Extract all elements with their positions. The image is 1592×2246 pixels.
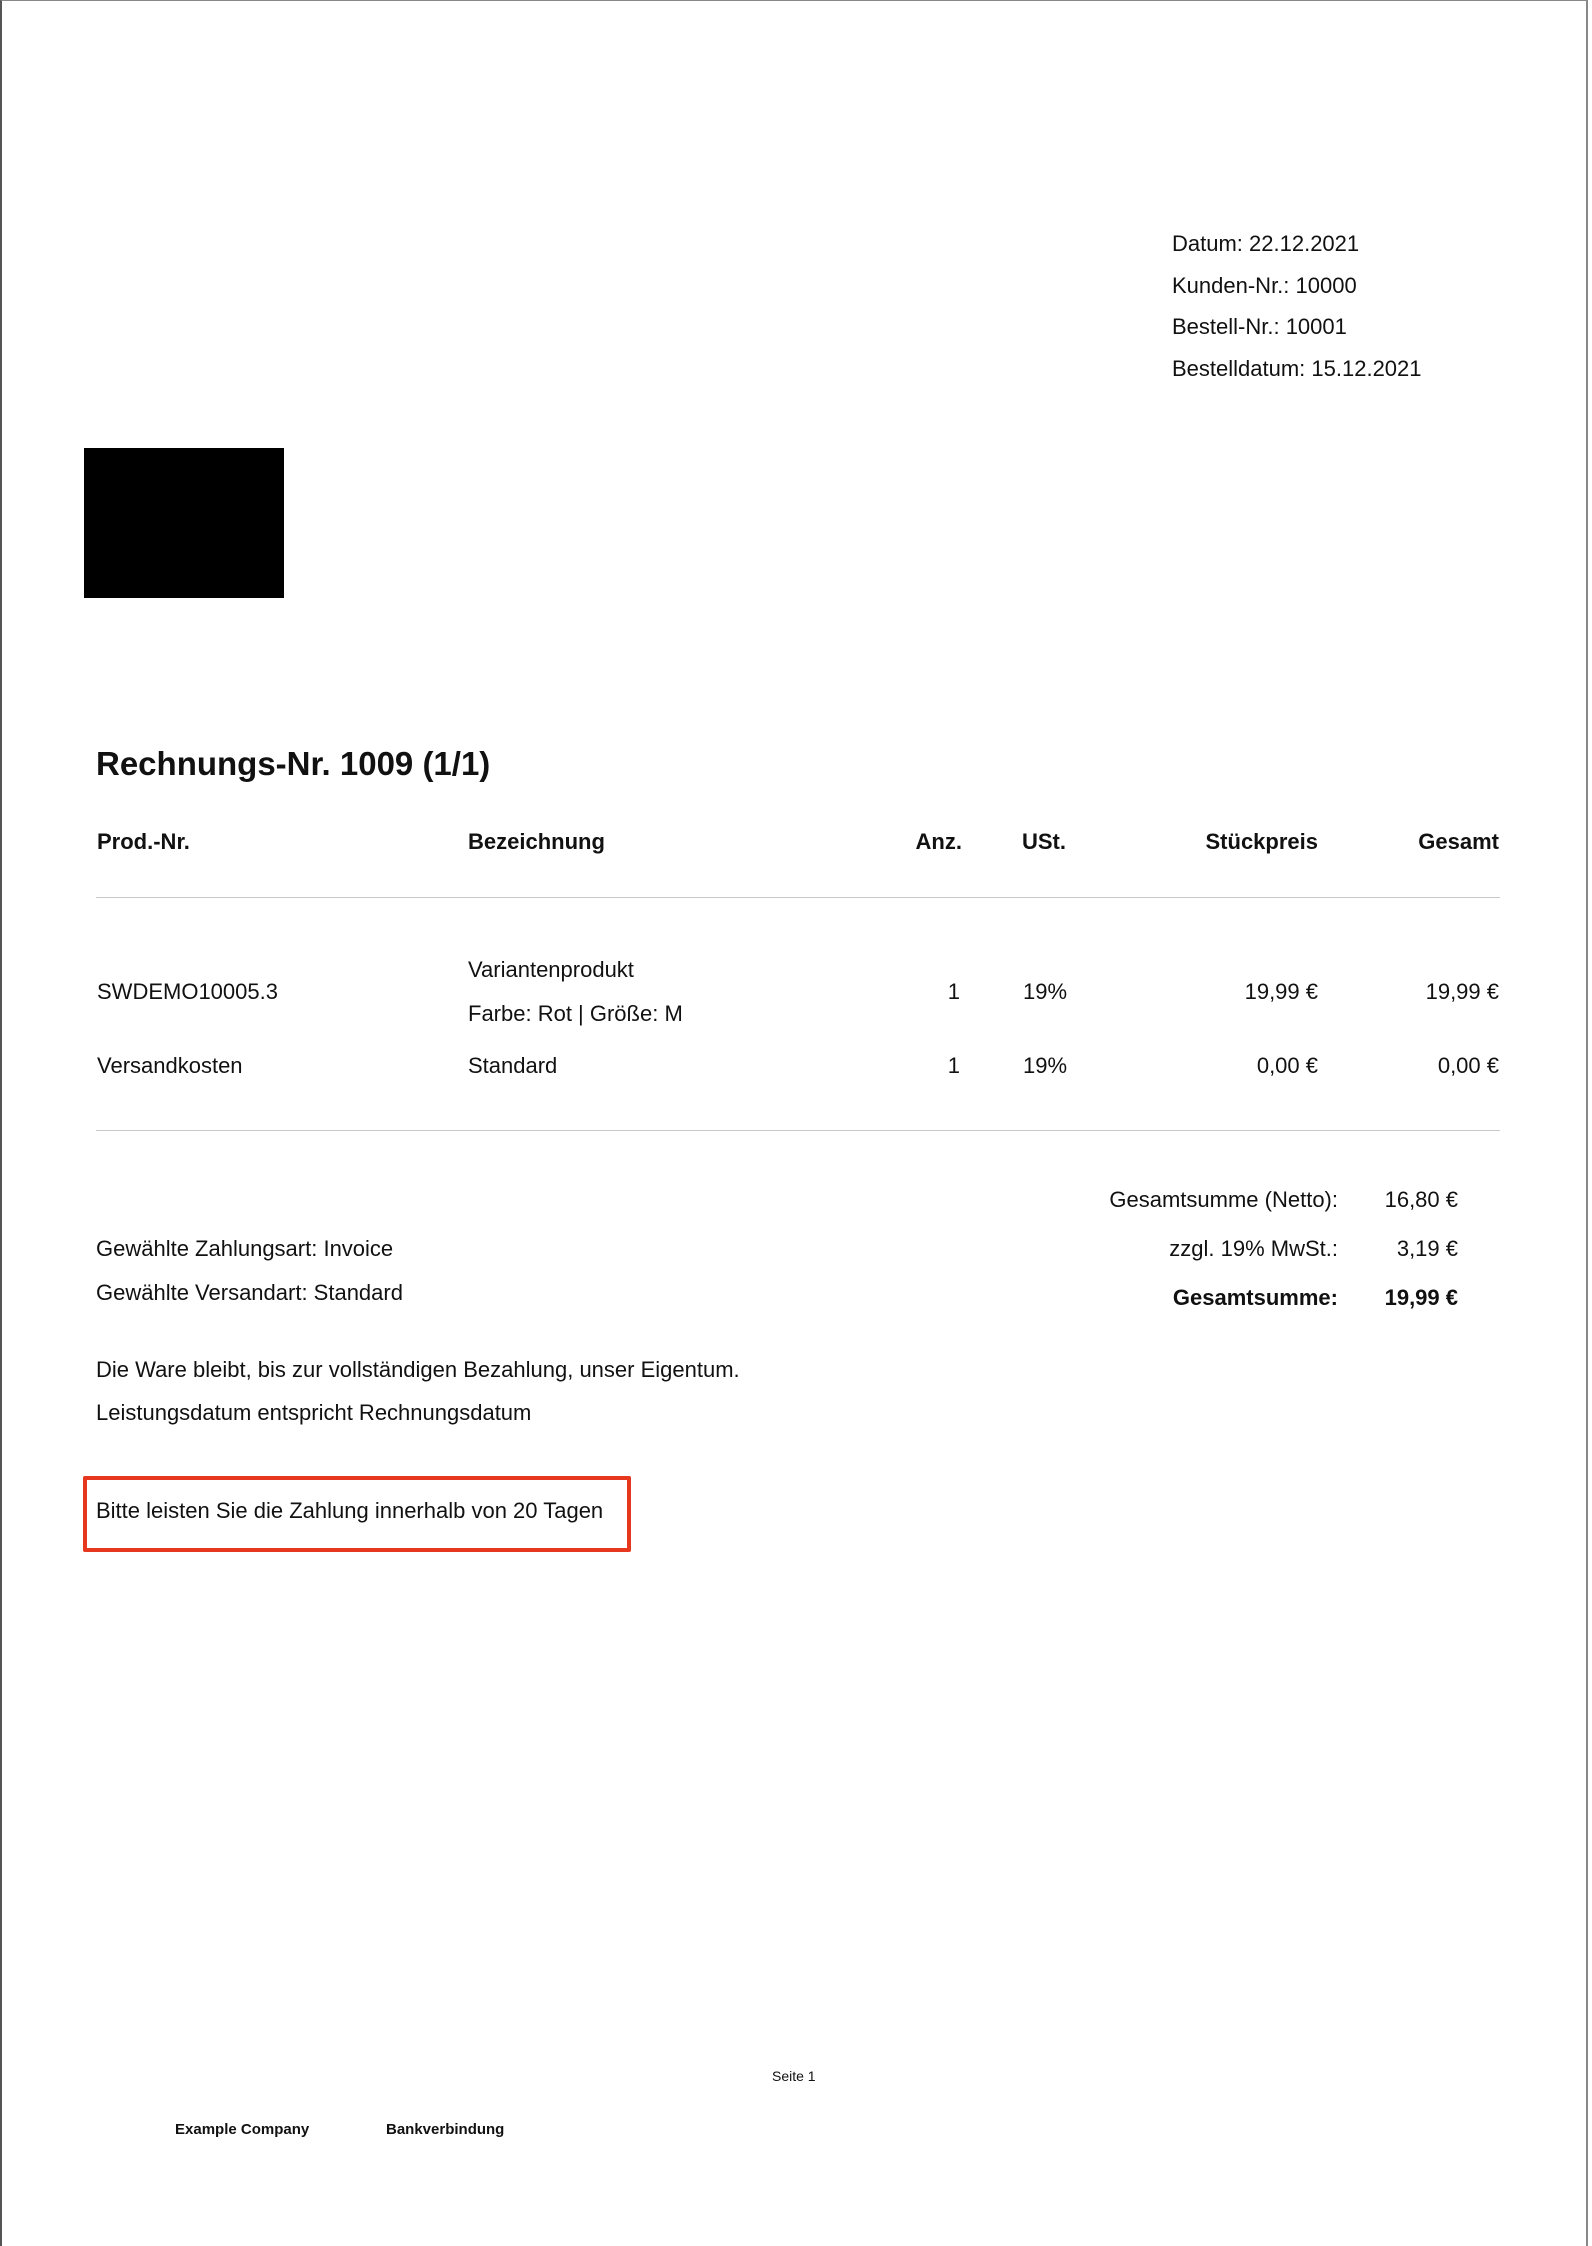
customer-number: Kunden-Nr.: 10000: [1172, 272, 1357, 298]
row2-qty: 1: [947, 1053, 960, 1078]
row1-description: Variantenprodukt: [468, 957, 634, 982]
vat-total-value: 3,19 €: [1396, 1236, 1458, 1261]
order-date: Bestelldatum: 15.12.2021: [1172, 355, 1422, 381]
net-total-label: Gesamtsumme (Netto):: [1109, 1187, 1338, 1212]
shipping-method: Gewählte Versandart: Standard: [96, 1280, 403, 1305]
invoice-meta: [1172, 223, 1422, 389]
payment-method: Gewählte Zahlungsart: Invoice: [96, 1236, 394, 1261]
table-footer-divider: [96, 1130, 1500, 1131]
row1-prod-no: SWDEMO10005.3: [97, 979, 278, 1004]
gross-total-label: Gesamtsumme:: [1172, 1285, 1338, 1310]
table-header-divider: [96, 897, 1500, 898]
vat-total-label: zzgl. 19% MwSt.:: [1169, 1236, 1338, 1261]
order-number: Bestell-Nr.: 10001: [1172, 314, 1347, 339]
page-number: Seite 1: [772, 2068, 816, 2084]
col-header-total: Gesamt: [1418, 829, 1499, 854]
service-date-note: Leistungsdatum entspricht Rechnungsdatum: [96, 1400, 532, 1425]
row1-qty: 1: [947, 979, 960, 1004]
invoice-date: Datum: 22.12.2021: [1172, 231, 1360, 256]
col-header-vat: USt.: [1022, 829, 1066, 854]
col-header-description: Bezeichnung: [468, 829, 605, 854]
footer-bank: Bankverbindung: [386, 2121, 505, 2138]
redacted-logo: [84, 448, 284, 598]
row2-vat: 19%: [1023, 1053, 1068, 1078]
row2-unit-price: 0,00 €: [1256, 1053, 1318, 1078]
col-header-unit-price: Stückpreis: [1205, 829, 1318, 854]
row2-total: 0,00 €: [1437, 1053, 1499, 1078]
invoice-title: Rechnungs-Nr. 1009 (1/1): [96, 745, 491, 782]
row1-vat: 19%: [1023, 979, 1068, 1004]
payment-terms: Bitte leisten Sie die Zahlung innerhalb von 20 Tagen: [96, 1498, 604, 1523]
row1-unit-price: 19,99 €: [1244, 979, 1318, 1004]
row1-variant: Farbe: Rot | Größe: M: [468, 1001, 683, 1026]
col-header-prod-no: Prod.-Nr.: [97, 829, 190, 854]
col-header-qty: Anz.: [915, 829, 962, 854]
row1-total: 19,99 €: [1425, 979, 1499, 1004]
row2-description: Standard: [468, 1053, 558, 1078]
ownership-note: Die Ware bleibt, bis zur vollständigen Bezahlung, unser Eigentum.: [96, 1357, 740, 1382]
row2-prod-no: Versandkosten: [97, 1053, 243, 1078]
footer-company: Example Company: [175, 2121, 310, 2138]
net-total-value: 16,80 €: [1384, 1187, 1458, 1212]
gross-total-value: 19,99 €: [1384, 1285, 1458, 1310]
